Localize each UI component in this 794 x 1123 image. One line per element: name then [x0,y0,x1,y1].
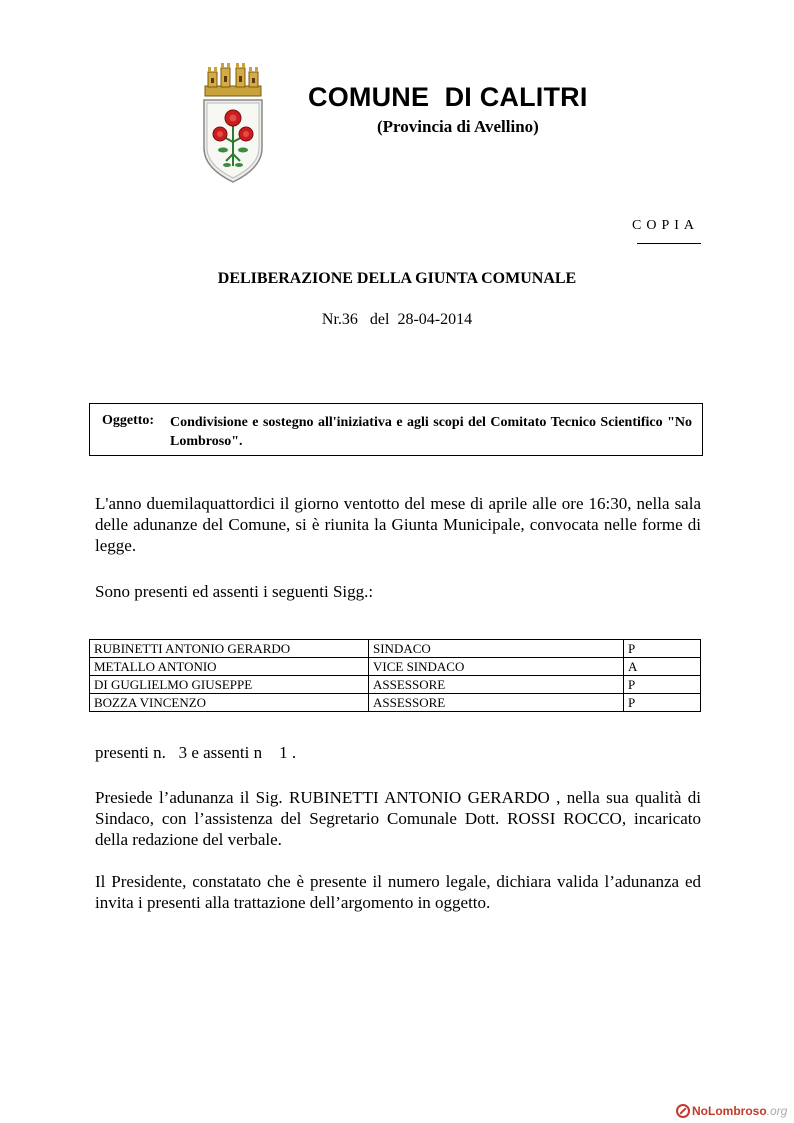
member-role: VICE SINDACO [369,658,624,676]
attendance-count: presenti n. 3 e assenti n 1 . [95,743,297,762]
member-name: DI GUGLIELMO GIUSEPPE [90,676,369,694]
attendance-table [89,639,701,712]
member-status: P [624,676,701,694]
intro-paragraph: L'anno duemilaquattordici il giorno ventotto del mese di aprile alle ore 16:30, nella sala delle adunanze del Comune, si è riunita la Giunta Municipale, convocata nelle forme di legge. [95,494,701,555]
member-status: P [624,694,701,712]
subject-box [89,403,703,456]
subject-label: Oggetto: [102,413,155,428]
table-row [90,676,701,694]
document-number: Nr.36 del 28-04-2014 [321,311,473,328]
member-name: BOZZA VINCENZO [90,694,369,712]
member-name: METALLO ANTONIO [90,658,369,676]
member-role: SINDACO [369,640,624,658]
member-status: A [624,658,701,676]
table-row [90,640,701,658]
chair-paragraph: Presiede l’adunanza il Sig. RUBINETTI ANTONIO GERARDO , nella sua qualità di Sindaco, con l’assistenza del Segretario Comunale Dott. ROSSI ROCCO, incaricato della redazione del verbale. [95,788,701,849]
member-role: ASSESSORE [369,676,624,694]
coat-of-arms-icon [196,62,270,186]
table-row [90,694,701,712]
copy-label: COPIA [632,218,700,233]
province-subtitle: (Provincia di Avellino) [377,117,539,136]
no-sign-icon [676,1104,690,1118]
member-role: ASSESSORE [369,694,624,712]
copy-underline [637,243,701,244]
subject-text: Condivisione e sostegno all'iniziativa e agli scopi del Comitato Tecnico Scientifico "No Lombroso". [170,415,692,449]
municipality-title: COMUNE DI CALITRI [308,82,588,112]
document-heading: DELIBERAZIONE DELLA GIUNTA COMUNALE [217,270,577,287]
watermark-suffix: .org [766,1104,788,1118]
member-status: P [624,640,701,658]
table-row [90,658,701,676]
watermark-logo [676,1104,787,1118]
member-name: RUBINETTI ANTONIO GERARDO [90,640,369,658]
president-paragraph: Il Presidente, constatato che è presente il numero legale, dichiara valida l’adunanza ed invita i presenti alla trattazione dell’argomento in oggetto. [95,872,701,912]
watermark-text: NoLombroso [692,1104,767,1118]
attendance-intro: Sono presenti ed assenti i seguenti Sigg.: [95,582,374,601]
